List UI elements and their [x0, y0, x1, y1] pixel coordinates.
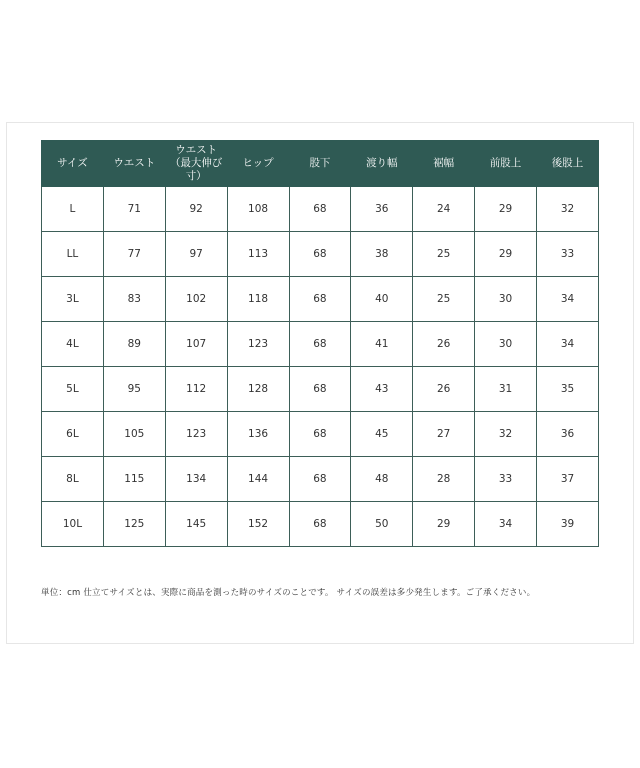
- table-cell: 107: [165, 322, 227, 367]
- table-row: [42, 187, 599, 232]
- header-front-rise: 前股上: [475, 141, 537, 187]
- table-cell: 71: [103, 187, 165, 232]
- header-inseam: 股下: [289, 141, 351, 187]
- table-cell: 50: [351, 502, 413, 547]
- header-waist-max-stretch: ウエスト（最大伸び寸）: [165, 141, 227, 187]
- table-cell: 34: [537, 322, 599, 367]
- table-cell: 95: [103, 367, 165, 412]
- table-cell: 68: [289, 502, 351, 547]
- table-cell: 8L: [42, 457, 104, 502]
- table-cell: 108: [227, 187, 289, 232]
- table-cell: 28: [413, 457, 475, 502]
- table-cell: 68: [289, 412, 351, 457]
- table-cell: 29: [413, 502, 475, 547]
- table-cell: 128: [227, 367, 289, 412]
- table-cell: 48: [351, 457, 413, 502]
- table-cell: 134: [165, 457, 227, 502]
- table-cell: 112: [165, 367, 227, 412]
- table-cell: 26: [413, 322, 475, 367]
- table-row: [42, 322, 599, 367]
- table-cell: 27: [413, 412, 475, 457]
- table-cell: 68: [289, 187, 351, 232]
- table-cell: 33: [537, 232, 599, 277]
- table-cell: 34: [475, 502, 537, 547]
- table-cell: 45: [351, 412, 413, 457]
- table-cell: 77: [103, 232, 165, 277]
- table-cell: LL: [42, 232, 104, 277]
- table-cell: 4L: [42, 322, 104, 367]
- table-cell: 25: [413, 277, 475, 322]
- table-cell: 29: [475, 187, 537, 232]
- table-cell: 30: [475, 277, 537, 322]
- header-hip: ヒップ: [227, 141, 289, 187]
- table-cell: 68: [289, 277, 351, 322]
- table-cell: 40: [351, 277, 413, 322]
- table-cell: 68: [289, 367, 351, 412]
- table-cell: 113: [227, 232, 289, 277]
- table-cell: 83: [103, 277, 165, 322]
- table-cell: 24: [413, 187, 475, 232]
- table-cell: 34: [537, 277, 599, 322]
- table-cell: 38: [351, 232, 413, 277]
- table-cell: 10L: [42, 502, 104, 547]
- table-cell: 39: [537, 502, 599, 547]
- table-cell: 118: [227, 277, 289, 322]
- table-row: [42, 367, 599, 412]
- table-cell: 123: [165, 412, 227, 457]
- table-cell: 3L: [42, 277, 104, 322]
- table-cell: 97: [165, 232, 227, 277]
- table-cell: 89: [103, 322, 165, 367]
- header-back-rise: 後股上: [537, 141, 599, 187]
- table-row: [42, 232, 599, 277]
- header-thigh-width: 渡り幅: [351, 141, 413, 187]
- table-cell: 26: [413, 367, 475, 412]
- table-cell: 36: [537, 412, 599, 457]
- table-cell: 29: [475, 232, 537, 277]
- table-cell: 105: [103, 412, 165, 457]
- table-cell: 31: [475, 367, 537, 412]
- table-cell: 144: [227, 457, 289, 502]
- table-cell: 33: [475, 457, 537, 502]
- table-cell: 125: [103, 502, 165, 547]
- table-cell: L: [42, 187, 104, 232]
- header-waist: ウエスト: [103, 141, 165, 187]
- table-cell: 68: [289, 322, 351, 367]
- table-cell: 6L: [42, 412, 104, 457]
- table-cell: 152: [227, 502, 289, 547]
- table-cell: 68: [289, 457, 351, 502]
- size-note: 単位：cm 仕立てサイズとは、実際に商品を測った時のサイズのことです。 サイズの誤差は多少発生します。ご了承ください。: [41, 588, 536, 598]
- table-row: [42, 457, 599, 502]
- table-cell: 30: [475, 322, 537, 367]
- table-cell: 145: [165, 502, 227, 547]
- table-row: [42, 502, 599, 547]
- table-cell: 35: [537, 367, 599, 412]
- table-cell: 43: [351, 367, 413, 412]
- table-cell: 32: [475, 412, 537, 457]
- table-cell: 136: [227, 412, 289, 457]
- table-cell: 5L: [42, 367, 104, 412]
- table-cell: 36: [351, 187, 413, 232]
- table-cell: 41: [351, 322, 413, 367]
- table-cell: 102: [165, 277, 227, 322]
- table-cell: 123: [227, 322, 289, 367]
- table-cell: 68: [289, 232, 351, 277]
- table-cell: 37: [537, 457, 599, 502]
- table-cell: 92: [165, 187, 227, 232]
- header-hem-width: 裾幅: [413, 141, 475, 187]
- header-size: サイズ: [42, 141, 104, 187]
- size-table: [41, 140, 599, 547]
- table-cell: 115: [103, 457, 165, 502]
- table-cell: 32: [537, 187, 599, 232]
- table-row: [42, 412, 599, 457]
- table-row: [42, 277, 599, 322]
- table-cell: 25: [413, 232, 475, 277]
- header-row: [42, 141, 599, 187]
